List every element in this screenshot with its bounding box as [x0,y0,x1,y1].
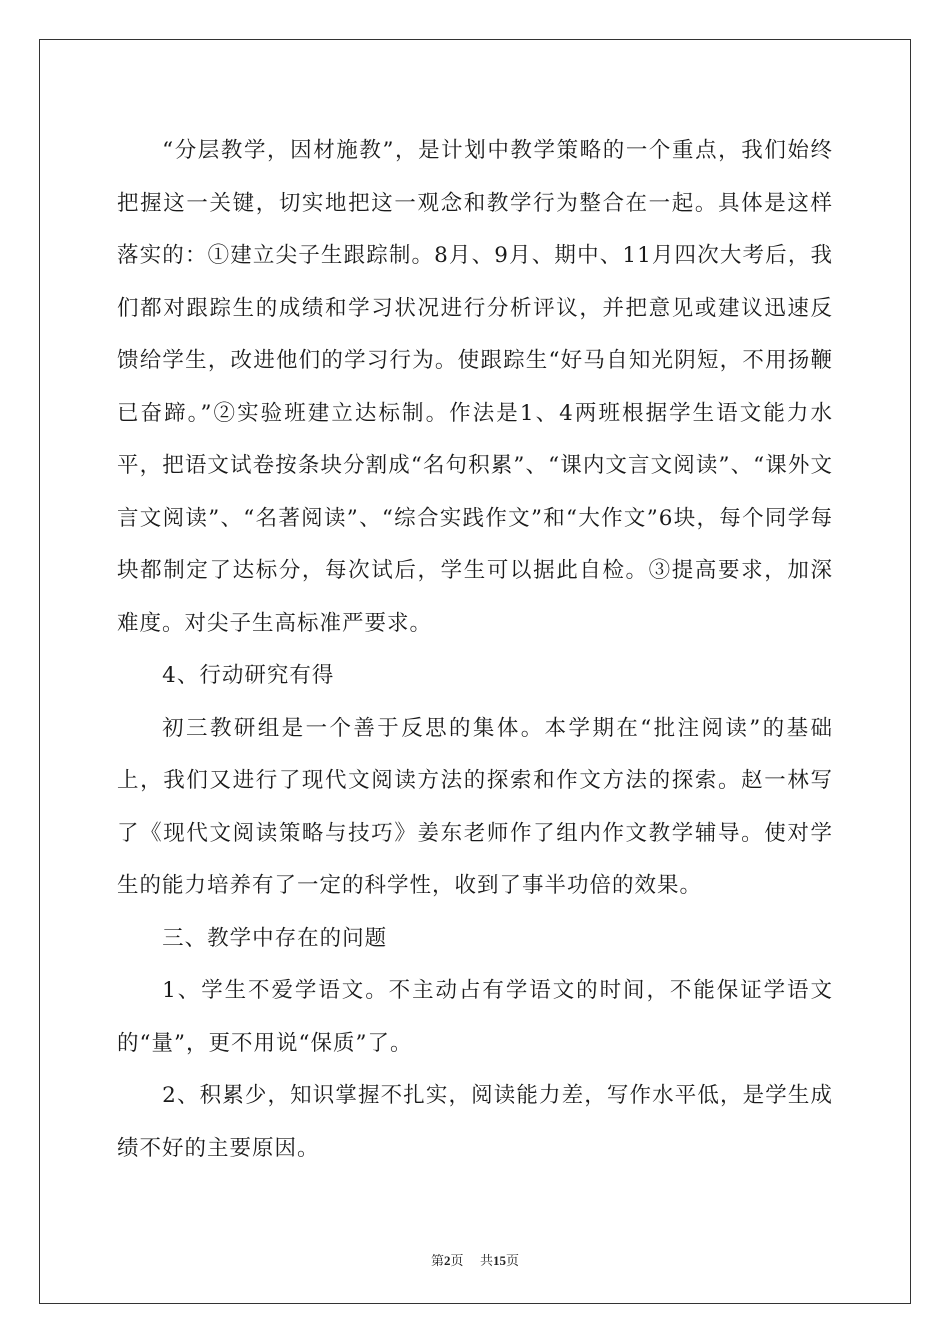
document-body [117,125,833,1175]
paragraph-reflection: 初三教研组是一个善于反思的集体。本学期在“批注阅读”的基础上，我们又进行了现代文阅读方法的探索和作文方法的探索。赵一林写了《现代文阅读策略与技巧》姜东老师作了组内作文教学辅导。使对学生的能力培养有了一定的科学性，收到了事半功倍的效果。 [117,715,833,898]
heading-existing-problems: 三、教学中存在的问题 [162,925,388,951]
total-prefix: 共 [480,1254,494,1269]
total-pages: 15 [493,1253,507,1268]
page-number: 2 [443,1253,451,1268]
page-footer [0,1250,950,1269]
page-suffix: 页 [450,1254,464,1269]
heading-action-research: 4、行动研究有得 [162,663,335,688]
total-suffix: 页 [506,1254,520,1269]
paragraph-problem-2: 2、积累少，知识掌握不扎实，阅读能力差，写作水平低，是学生成绩不好的主要原因。 [117,1083,833,1161]
page-prefix: 第 [430,1254,444,1269]
paragraph-layered-teaching: “分层教学，因材施教”，是计划中教学策略的一个重点，我们始终把握这一关键，切实地把这一观念和教学行为整合在一起。具体是这样落实的：①建立尖子生跟踪制。8月、9月、期中、11月四次大考后，我们都对跟踪生的成绩和学习状况进行分析评议，并把意见或建议迅速反馈给学生，改进他们的学习行为。使跟踪生“好马自知光阴短，不用扬鞭已奋蹄。”②实验班建立达标制。作法是1、4两班根据学生语文能力水平，把语文试卷按条块分割成“名句积累”、“课内文言文阅读”、“课外文言文阅读”、“名著阅读”、“综合实践作文”和“大作文”6块，每个同学每块都制定了达标分，每次试后，学生可以据此自检。③提高要求，加深难度。对尖子生高标准严要求。 [117,138,833,636]
paragraph-problem-1: 1、学生不爱学语文。不主动占有学语文的时间，不能保证学语文的“量”，更不用说“保质”了。 [117,978,833,1056]
